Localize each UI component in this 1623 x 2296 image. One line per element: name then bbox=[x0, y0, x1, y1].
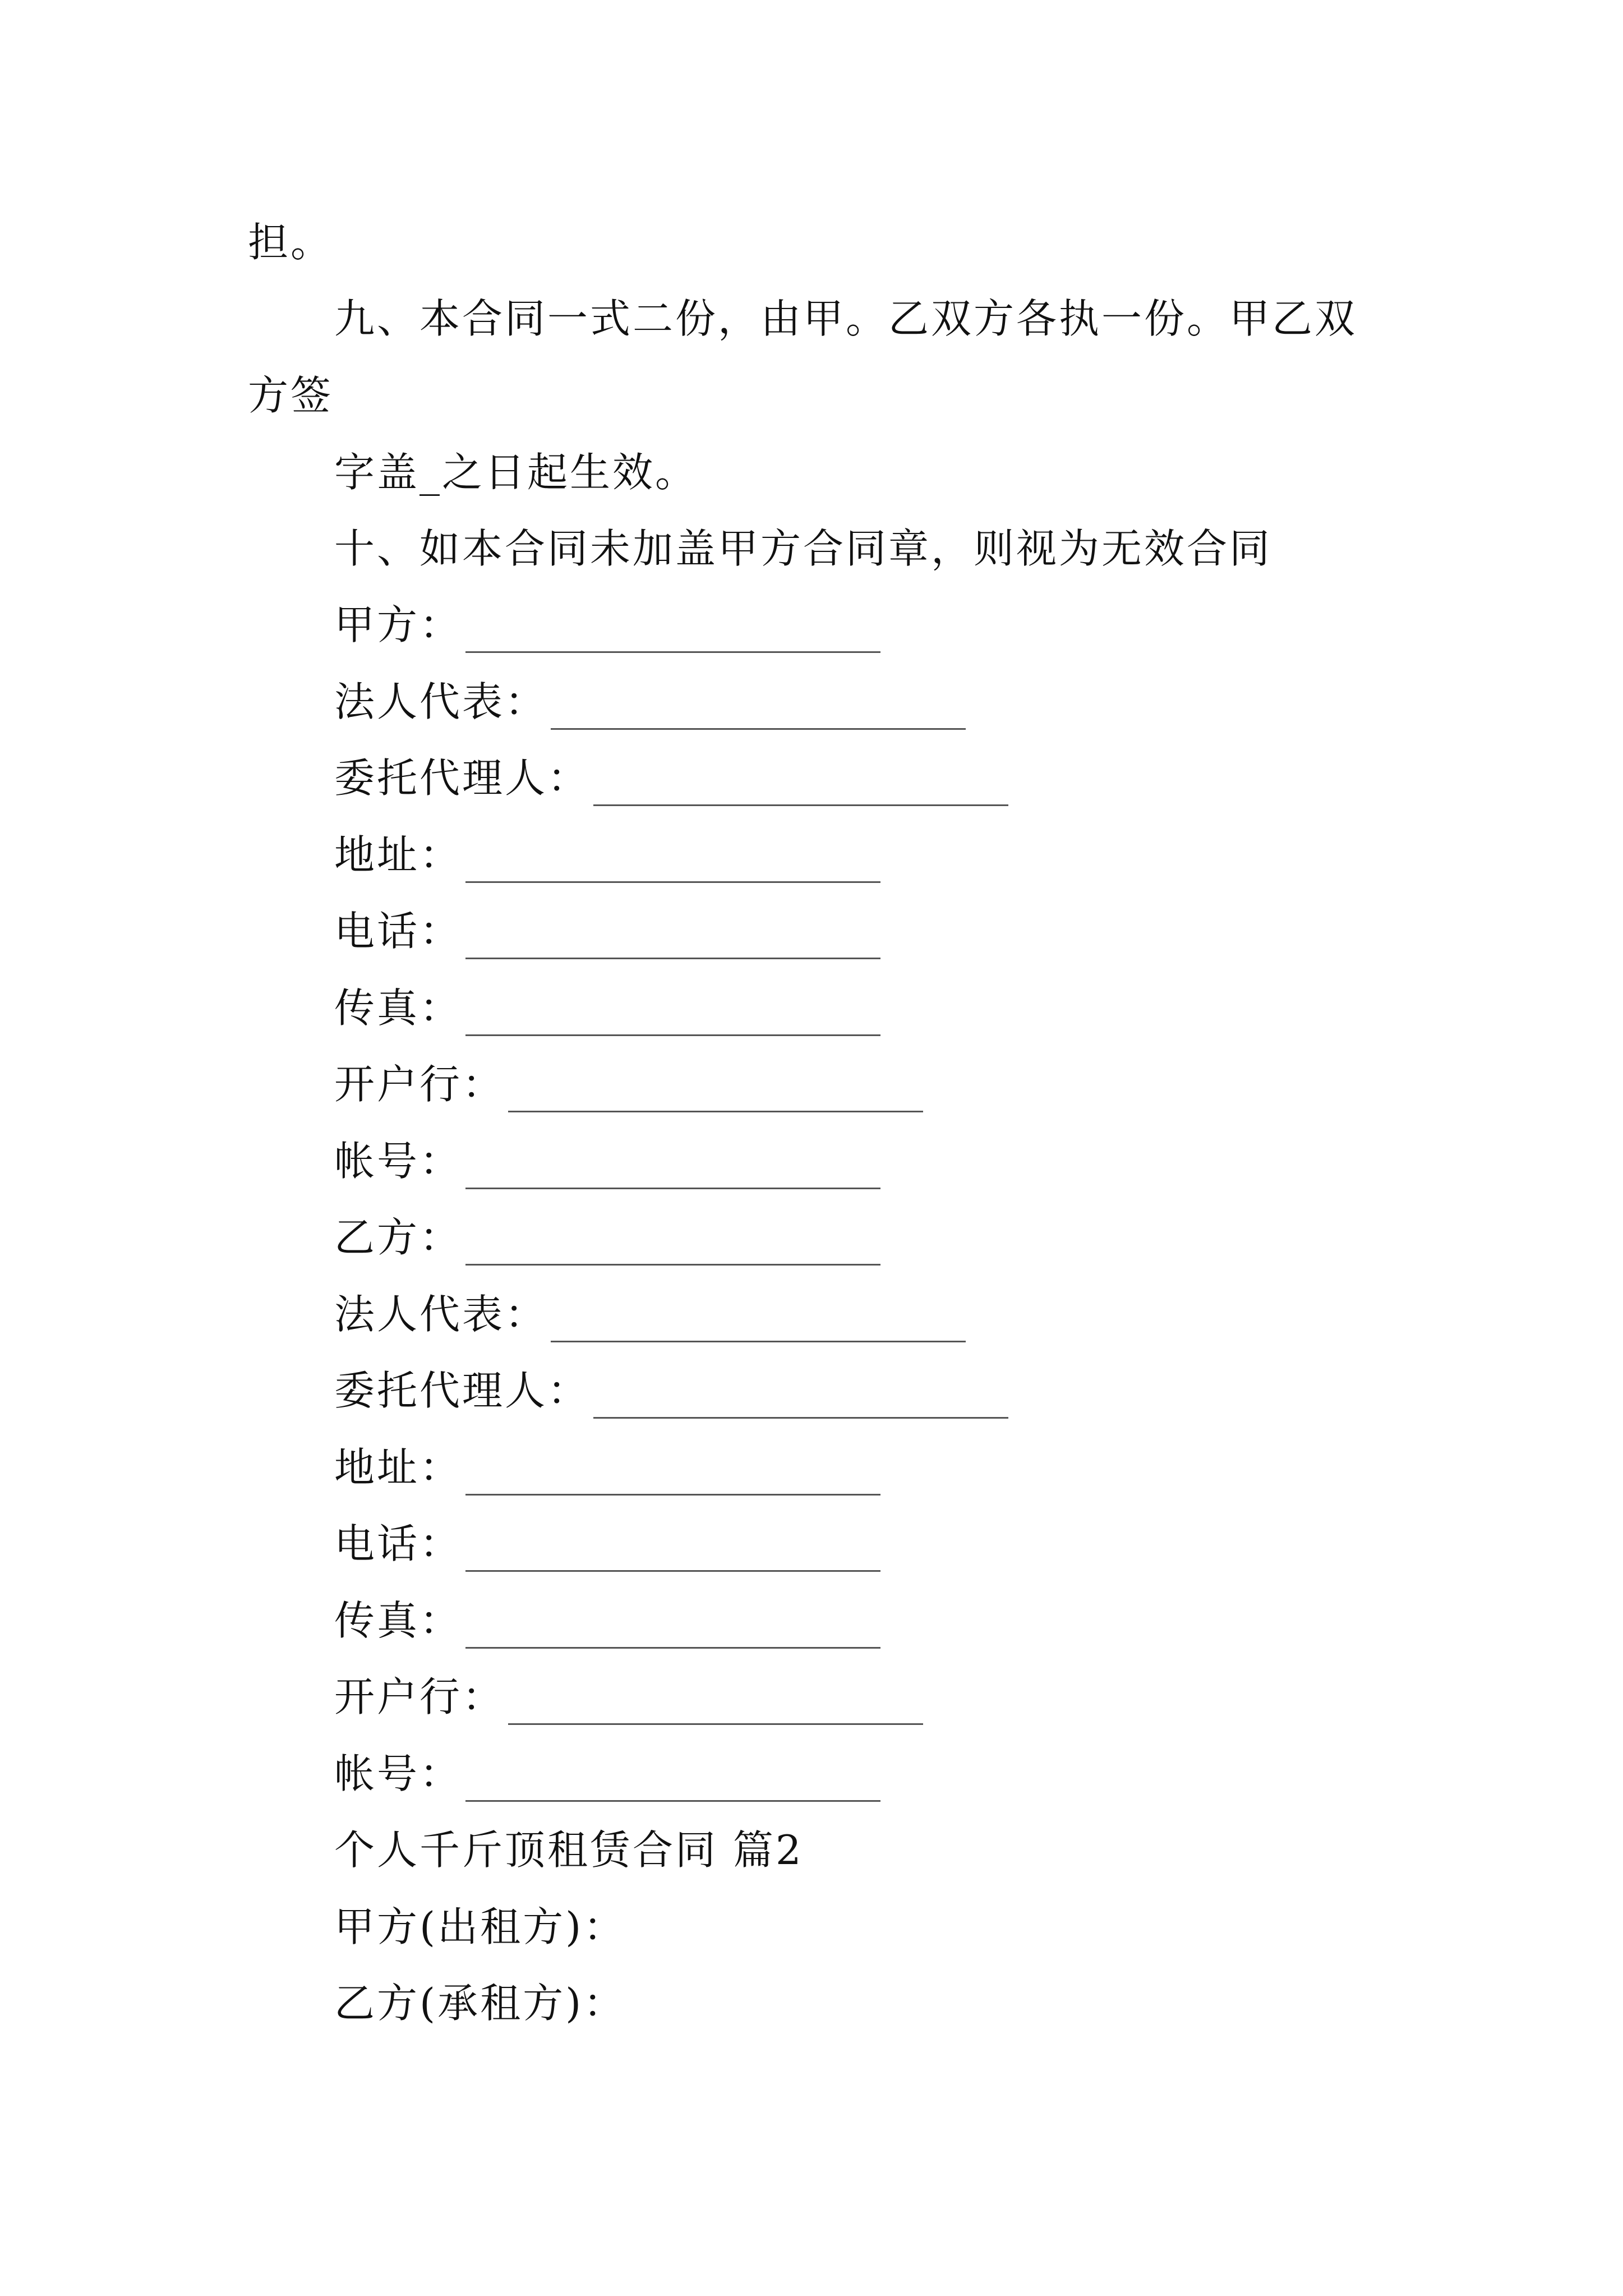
fill-in-blank bbox=[465, 926, 880, 959]
field-label: 委托代理人： bbox=[334, 754, 591, 802]
party-b-field bbox=[334, 1209, 880, 1266]
party-b-bank-field bbox=[334, 1669, 923, 1725]
field-label: 开户行： bbox=[334, 1061, 505, 1108]
field-label: 传真： bbox=[334, 984, 463, 1032]
party-a-legal-rep-field bbox=[334, 674, 966, 730]
fill-in-blank bbox=[465, 1769, 880, 1802]
fill-in-blank bbox=[465, 1232, 880, 1266]
party-b-phone-field bbox=[334, 1516, 880, 1572]
fill-in-blank bbox=[465, 1156, 880, 1189]
paragraph-text: 担。 bbox=[248, 219, 334, 266]
field-label: 电话： bbox=[334, 1520, 463, 1567]
party-b-fax-field bbox=[334, 1593, 880, 1649]
field-label: 地址： bbox=[334, 1444, 463, 1491]
clause-nine-text: 九、本合同一式二份，由甲。乙双方各执一份。甲乙双 bbox=[334, 295, 1358, 342]
party-a-field bbox=[334, 597, 880, 653]
party-a-account-field bbox=[334, 1133, 880, 1189]
clause-nine-effective-text: 字盖_之日起生效。 bbox=[334, 449, 698, 496]
fill-in-blank bbox=[465, 1003, 880, 1036]
field-label: 帐号： bbox=[334, 1750, 463, 1797]
section-title: 个人千斤顶租赁合同 篇2 bbox=[334, 1826, 804, 1874]
fill-in-blank bbox=[508, 1079, 923, 1112]
fill-in-blank bbox=[593, 773, 1008, 806]
party-a-phone-field bbox=[334, 903, 880, 959]
party-b-agent-field bbox=[334, 1363, 1008, 1419]
field-label: 法人代表： bbox=[334, 1291, 548, 1338]
clause-nine-continuation: 方签 bbox=[248, 372, 334, 419]
party-b-legal-rep-field bbox=[334, 1286, 966, 1342]
fill-in-blank bbox=[551, 697, 966, 730]
field-label: 帐号： bbox=[334, 1138, 463, 1185]
field-label: 甲方： bbox=[334, 601, 463, 648]
field-label: 传真： bbox=[334, 1597, 463, 1644]
fill-in-blank bbox=[465, 620, 880, 653]
party-b-account-field bbox=[334, 1746, 880, 1802]
fill-in-blank bbox=[465, 850, 880, 883]
fill-in-blank bbox=[593, 1386, 1008, 1419]
fill-in-blank bbox=[465, 1539, 880, 1572]
field-label: 委托代理人： bbox=[334, 1367, 591, 1414]
party-b-address-field bbox=[334, 1439, 880, 1496]
party-a-bank-field bbox=[334, 1056, 923, 1112]
lessor-label: 甲方(出租方)： bbox=[334, 1903, 626, 1950]
field-label: 开户行： bbox=[334, 1673, 505, 1720]
fill-in-blank bbox=[551, 1309, 966, 1342]
fill-in-blank bbox=[465, 1462, 880, 1496]
party-a-fax-field bbox=[334, 980, 880, 1036]
field-label: 法人代表： bbox=[334, 678, 548, 725]
field-label: 地址： bbox=[334, 831, 463, 878]
clause-ten-text: 十、如本合同未加盖甲方合同章，则视为无效合同 bbox=[334, 525, 1272, 572]
fill-in-blank bbox=[465, 1616, 880, 1649]
fill-in-blank bbox=[508, 1692, 923, 1725]
party-a-agent-field bbox=[334, 750, 1008, 806]
party-a-address-field bbox=[334, 827, 880, 883]
lessee-label: 乙方(承租方)： bbox=[334, 1980, 626, 2027]
field-label: 乙方： bbox=[334, 1214, 463, 1261]
field-label: 电话： bbox=[334, 908, 463, 955]
